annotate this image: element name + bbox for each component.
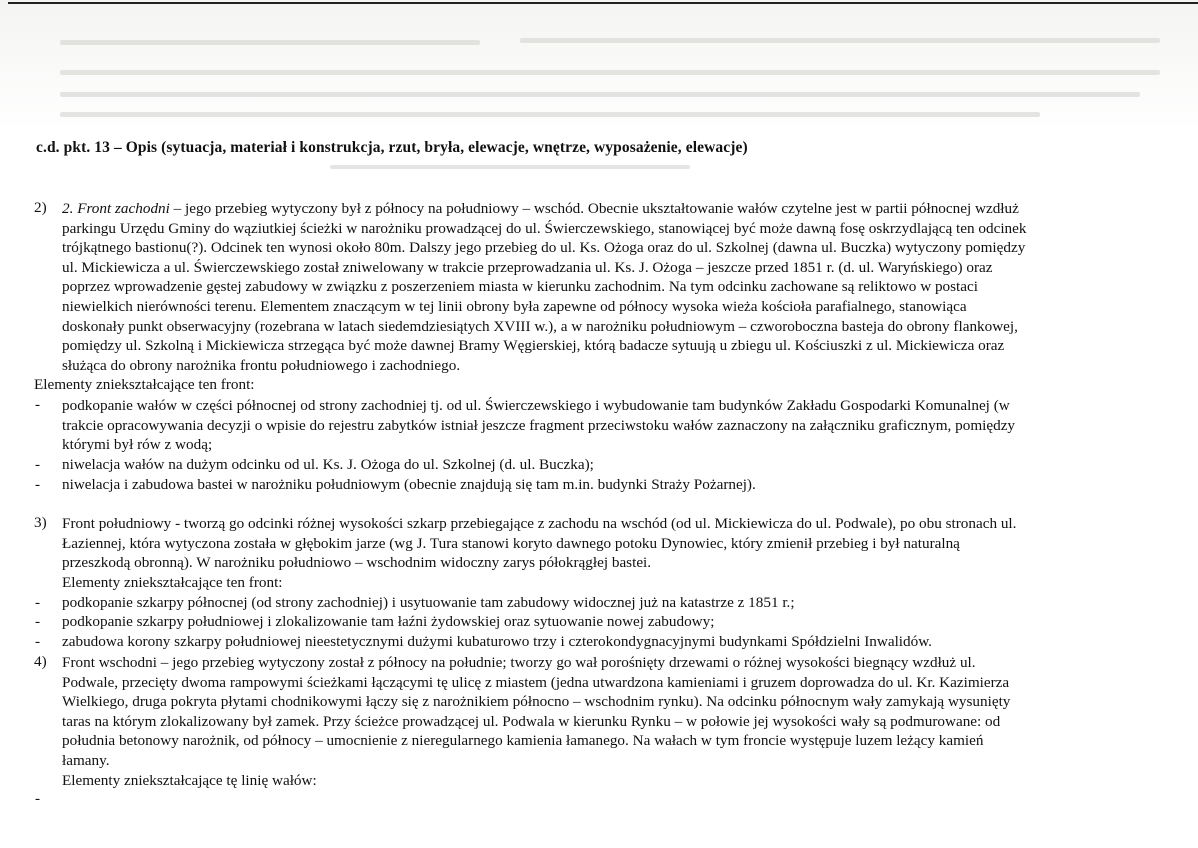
bleed-through-text xyxy=(60,70,1160,75)
paragraph-front-east xyxy=(62,653,1140,790)
item-number: 4) xyxy=(34,653,47,670)
text-line: Elementy zniekształcające tę linię wałów: xyxy=(62,771,317,789)
text-line: służąca do obrony narożnika frontu południowego i zachodniego. xyxy=(62,356,461,374)
text-line: trakcie opracowywania decyzji o wpisie do rejestru zabytków istniał jeszcze fragment przeciwstoku wałów zaznaczony na załączniku graficznym, pomiędzy xyxy=(62,416,1016,434)
text-line: Front wschodni – jego przebieg wytyczony został z północy na południe; tworzy go wał porośnięty drzewami o różnej wysokości biegnący wzdłuż ul. xyxy=(62,654,976,671)
text-line: doskonały punkt obserwacyjny (rozebrana w latach siedemdziesiątych XVIII w.), a w narożniku południowym – czworoboczna basteja do obrony flankowej, xyxy=(62,317,1018,335)
item-number: 3) xyxy=(34,514,47,531)
text-line: pomiędzy ul. Szkolną i Mickiewicza strzegąca być może dawnej Bramy Węgierskiej, którą badacze sytuują u zbiegu ul. Kościuszki z ul. Mickiewicza oraz xyxy=(62,337,1005,355)
page-top-border xyxy=(8,2,1198,4)
text-line: podkopanie wałów w części północnej od strony zachodniej tj. od ul. Świerczewskiego i wybudowanie tam budynków Zakładu Gospodarki Komunalnej (w xyxy=(62,397,1010,414)
text-line: niewielkich nierówności terenu. Elementem znaczącym w tej linii obrony była zapewne od północy wysoka wieża kościoła parafialnego, stanowiąca xyxy=(62,297,967,315)
front-label: 2. Front zachodni xyxy=(62,200,170,217)
text-line: ul. Mickiewicza a ul. Świerczewskiego został zniwelowany w trakcie przeprowadzania ul. Ks. J. Ożoga – jeszcze przed 1851 r. (d. ul. Waryńskiego) oraz xyxy=(62,258,993,276)
text-line: Podwale, przecięty dwoma rampowymi ścieżkami łączącymi tę ulicę z miastem (jedna utwardzona kamieniami i gruzem doprowadza do ul. Kr. Kazimierza xyxy=(62,673,1010,691)
text-line: którymi był rów z wodą; xyxy=(62,436,213,454)
text-line: Elementy zniekształcające ten front: xyxy=(62,573,283,591)
text-line: Front południowy - tworzą go odcinki różnej wysokości szkarp przebiegające z zachodu na wschód (od ul. Mickiewicza do ul. Podwale), po obu stronach ul. xyxy=(62,515,1017,532)
bullet-item: niwelacja i zabudowa bastei w narożniku południowym (obecnie znajdują się tam m.in. budynki Straży Pożarnej). xyxy=(62,476,756,493)
bullet-dash: - xyxy=(35,633,41,650)
bleed-through-text xyxy=(60,40,480,45)
paragraph-front-south xyxy=(62,514,1140,592)
text-line: parkingu Urzędu Gminy do wąziutkiej ścieżki w narożniku prowadzącej do ul. Świerczewskiego, stanowiącej być może dawną fosę oskrzydlającą ten odcinek xyxy=(62,219,1027,237)
bullet-dash: - xyxy=(35,594,41,611)
bullet-item: zabudowa korony szkarpy południowej nieestetycznymi dużymi kubaturowo trzy i czterokondygnacyjnymi budynkami Spółdzielni Inwalidów. xyxy=(62,633,932,650)
elements-title: Elementy zniekształcające ten front: xyxy=(34,376,255,393)
section-heading: c.d. pkt. 13 – Opis (sytuacja, materiał i konstrukcja, rzut, bryła, elewacje, wnętrze, wyposażenie, elewacje) xyxy=(36,139,748,156)
bullet-item: podkopanie szkarpy południowej i zlokalizowanie tam łaźni żydowskiej oraz sytuowanie nowej zabudowy; xyxy=(62,613,715,630)
item-number: 2) xyxy=(34,199,47,216)
text-line: przeszkodą obronną). W narożniku południowo – wschodnim widoczny zarys półokrągłej bastei. xyxy=(62,554,652,572)
text-line: Wielkiego, druga pokryta płytami chodnikowymi łączy się z narożnikiem północno – wschodnim rynku). Na odcinku północnym wały zamykają wysunięty xyxy=(62,693,1011,711)
bullet-dash: - xyxy=(35,613,41,630)
bullet-dash: - xyxy=(35,456,41,473)
bullet-item: podkopanie szkarpy północnej (od strony zachodniej) i usytuowanie tam zabudowy widocznej już na katastrze z 1851 r.; xyxy=(62,594,795,611)
text-line: 2. Front zachodni – jego przebieg wytyczony był z północy na południowy – wschód. Obecnie ukształtowanie wałów czytelne jest w partii północnej wzdłuż xyxy=(62,200,1019,217)
scan-bleed-area xyxy=(0,0,1198,130)
text-line: trójkątnego bastionu(?). Odcinek ten wynosi około 80m. Dalszy jego przebieg do ul. Ks. Ożoga oraz do ul. Szkolnej (dawna ul. Buczka) wytyczony pomiędzy xyxy=(62,239,1026,257)
paragraph-front-west xyxy=(62,199,1140,375)
bullet-dash: - xyxy=(35,396,41,413)
bullet-item xyxy=(62,396,1140,455)
bleed-through-text xyxy=(520,38,1160,43)
bleed-through-text xyxy=(60,92,1140,97)
text-line: łamany. xyxy=(62,751,110,769)
text-line: południa betonowy narożnik, od północy – umocnienie z nieregularnego kamienia łamanego. Na wałach w tym froncie występuje luzem leżący kamień xyxy=(62,732,984,750)
bullet-dash: - xyxy=(35,476,41,493)
bullet-item: niwelacja wałów na dużym odcinku od ul. Ks. J. Ożoga do ul. Szkolnej (d. ul. Buczka); xyxy=(62,456,594,473)
bleed-through-text xyxy=(330,165,690,169)
text-line: taras na którym zlokalizowany był zamek. Przy ścieżce prowadzącej ul. Podwala w kierunku Rynku – w połowie jej wysokości wały są podmurowane: od xyxy=(62,712,1001,730)
bleed-through-text xyxy=(60,112,1040,117)
text-line: poprzez wprowadzenie gęstej zabudowy w związku z poszerzeniem miasta w kierunku zachodnim. Na tym odcinku zachowane są reliktowo w postaci xyxy=(62,278,978,296)
bullet-dash: - xyxy=(35,790,41,807)
text-line: Łaziennej, która wytyczona została w głębokim jarze (wg J. Tura stanowi koryto dawnego potoku Dynowiec, który zmienił przebieg i był naturalną xyxy=(62,534,960,552)
